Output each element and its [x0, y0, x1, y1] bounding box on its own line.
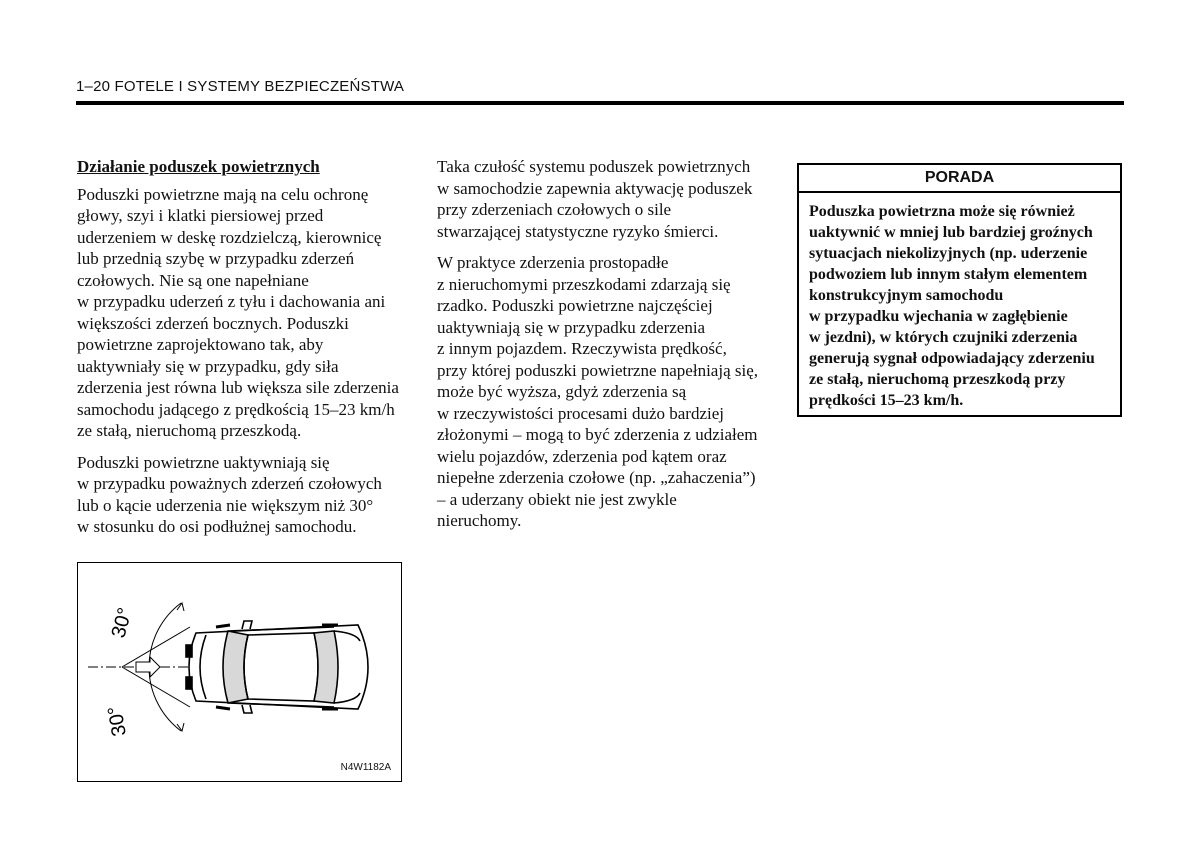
angle-line-top [122, 627, 190, 667]
tip-text: Poduszka powietrzna może się również uaktywnić w mniej lub bardziej groźnych sytuacjach niekolizyjnych (np. uderzenie podwoziem lub innym stałym elementem konstrukcyjnym samochodu w przypadku wjechania w zagłębienie w jezdni), w których czujniki zderzenia generują sygnał odpowiadający zderzeniu ze stałą, nieruchomą przeszkodą przy prędkości 15–23 km/h. [809, 203, 1095, 409]
paragraph: Poduszki powietrzne mają na celu ochronę głowy, szyi i klatki piersiowej przed uderzeniem w deskę rozdzielczą, kierownicę lub przednią szybę w przypadku zderzeń czołowych. Nie są one napełniane w przypadku uderzeń z tyłu i dachowania ani większości zderzeń bocznych. Poduszki powietrzne zaprojektowano tak, aby uaktywniały się w przypadku, gdy siła zderzenia jest równa lub większa sile zderzenia samochodu jadącego z prędkością 15–23 km/h ze stałą, nieruchomą przeszkodą. [77, 184, 399, 440]
impact-arrow-icon [136, 657, 160, 677]
car-top-view-icon [78, 563, 403, 783]
tip-box [797, 163, 1122, 417]
car-body [186, 621, 368, 713]
page-header: 1–20 FOTELE I SYSTEMY BEZPIECZEŃSTWA [76, 78, 405, 95]
column-middle [437, 156, 777, 542]
angle-line-bottom [122, 667, 190, 707]
angle-label-bottom: 30° [104, 704, 131, 738]
paragraph: Taka czułość systemu poduszek powietrznych w samochodzie zapewnia aktywację poduszek przy zderzeniach czołowych o sile stwarzającej statystyczne ryzyko śmierci. [437, 157, 753, 241]
section-heading: Działanie poduszek powietrznych [77, 157, 320, 176]
figure-code: N4W1182A [340, 762, 391, 773]
column-left [77, 156, 417, 548]
tip-title: PORADA [799, 165, 1120, 193]
angle-label-top: 30° [107, 605, 137, 641]
paragraph: W praktyce zderzenia prostopadłe z nieruchomymi przeszkodami zdarzają się rzadko. Poduszki powietrzne najczęściej uaktywniają się w przypadku zderzenia z innym pojazdem. Rzeczywista prędkość, przy której poduszki powietrzne napełniają się, może być wyższa, gdyż zderzenia są w rzeczywistości procesami dużo bardziej złożonymi – mogą to być zderzenia z udziałem wielu pojazdów, zderzenia pod kątem oraz niepełne zderzenia czołowe (np. „zahaczenia”) – a uderzany obiekt nie jest zwykle nieruchomy. [437, 253, 758, 530]
header-rule [76, 101, 1124, 105]
paragraph: Poduszki powietrzne uaktywniają się w przypadku poważnych zderzeń czołowych lub o kącie uderzenia nie większym niż 30° w stosunku do osi podłużnej samochodu. [77, 452, 382, 536]
airbag-angle-figure [77, 562, 402, 782]
